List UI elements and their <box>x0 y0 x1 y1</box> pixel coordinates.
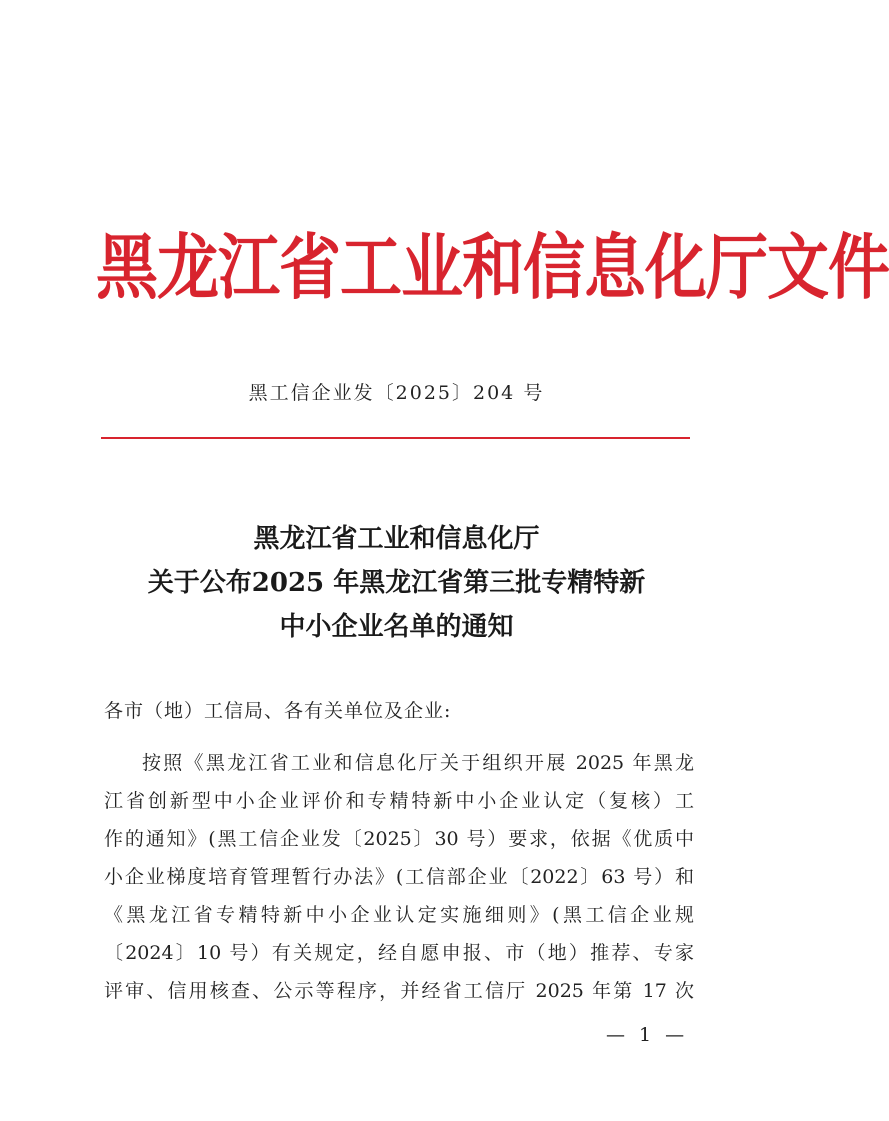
salutation: 各市（地）工信局、各有关单位及企业: <box>104 700 452 722</box>
title-line: 黑龙江省工业和信息化厅 <box>253 524 540 554</box>
title-line: 关于公布2025 年黑龙江省第三批专精特新 <box>147 568 646 598</box>
body-line: 评审、信用核查、公示等程序，并经省工信厅 2025 年第 17 次 <box>104 980 694 1002</box>
body-line: 按照《黑龙江省工业和信息化厅关于组织开展 2025 年黑龙 <box>142 752 694 774</box>
page-number: — 1 — <box>606 1024 689 1046</box>
document-title <box>0 517 793 649</box>
body-line: 江省创新型中小企业评价和专精特新中小企业认定（复核）工 <box>104 790 694 812</box>
title-line: 中小企业名单的通知 <box>279 612 514 642</box>
body-line: 〔2024〕10 号）有关规定，经自愿申报、市（地）推荐、专家 <box>104 942 694 964</box>
document-number: 黑工信企业发〔2025〕204 号 <box>248 382 545 404</box>
body-line: 作的通知》(黑工信企业发〔2025〕30 号）要求，依据《优质中 <box>104 828 694 850</box>
red-separator-line <box>101 437 690 439</box>
body-line: 小企业梯度培育管理暂行办法》(工信部企业〔2022〕63 号）和 <box>104 866 694 888</box>
body-line: 《黑龙江省专精特新中小企业认定实施细则》(黑工信企业规 <box>104 904 694 926</box>
body-paragraph <box>104 744 694 1010</box>
document-masthead: 黑龙江省工业和信息化厅文件 <box>96 225 889 310</box>
